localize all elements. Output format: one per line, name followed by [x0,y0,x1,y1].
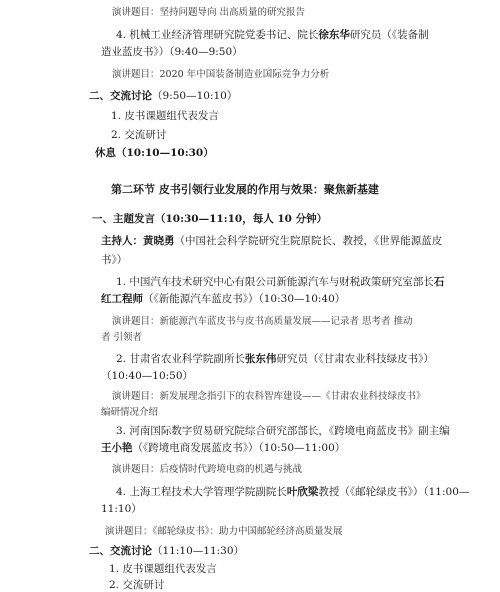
speaker-entry-shi-cont: 红工程师（《新能源汽车蓝皮书》）（10:30—10:40） [101,293,346,305]
talk-title-4-cont: 编研情况介绍 [101,407,159,418]
host-line-cont: 书》） [101,254,128,266]
speaker-entry-xu-cont: 造业蓝皮书》）（9:40—9:50） [101,46,243,58]
talk-title-4: 演讲题目：新发展理念指引下的农科智库建设——《甘肃农业科技绿皮书》 [112,391,426,402]
speaker-entry-xu: 4. 机械工业经济管理研究院党委书记、院长徐东华研究员（《装备制 [116,29,429,41]
speaker-entry-ye-cont: 11:10） [101,503,142,515]
discussion-item-2: 2. 交流研讨 [111,129,167,141]
keynote-heading: 一、主题发言（10:30—11:10，每人 10 分钟） [92,213,328,225]
discussion-item-4: 2. 交流研讨 [109,579,165,591]
section-discussion-1: 二、交流讨论（9:50—10:10） [89,90,238,102]
speaker-entry-zhang-cont: （10:40—10:50） [101,370,194,382]
talk-title-2: 演讲题目：2020 年中国装备制造业国际竞争力分析 [112,69,330,80]
speaker-entry-ye: 4. 上海工程技术大学管理学院副院长叶欣梁教授（《邮轮绿皮书》）（11:00— [116,486,470,498]
speaker-entry-zhang: 2. 甘肃省农业科学院副所长张东伟研究员（《甘肃农业科技绿皮书》） [116,353,434,365]
break-line: 休息（10:10—10:30） [95,147,214,159]
talk-title-5: 演讲题目：后疫情时代跨境电商的机遇与挑战 [112,464,303,475]
discussion-item-1: 1. 皮书课题组代表发言 [111,110,219,122]
speaker-entry-wang: 3. 河南国际数字贸易研究院综合研究部部长，《跨境电商蓝皮书》副主编 [116,425,450,437]
discussion-item-3: 1. 皮书课题组代表发言 [109,563,217,575]
host-line: 主持人：黄晓勇（中国社会科学院研究生院原院长、教授，《世界能源蓝皮 [101,235,443,247]
talk-title-3: 演讲题目：新能源汽车蓝皮书与皮书高质量发展——记录者 思考者 推动 [112,316,413,327]
section-discussion-2: 二、交流讨论（11:10—11:30） [89,545,245,557]
section-heading-2: 第二环节 皮书引领行业发展的作用与效果：聚焦新基建 [111,183,379,196]
speaker-entry-wang-cont: 王小艳（《跨境电商发展蓝皮书》）（10:50—11:00） [101,442,346,454]
talk-title-6: 演讲题目：《邮轮绿皮书》：助力中国邮轮经济高质量发展 [105,526,343,537]
talk-title-3-cont: 者 引领者 [101,332,143,343]
speaker-entry-shi: 1. 中国汽车技术研究中心有限公司新能源汽车与财税政策研究室部长石 [116,276,445,288]
talk-title-1: 演讲题目：坚持问题导向 出高质量的研究报告 [112,7,306,18]
